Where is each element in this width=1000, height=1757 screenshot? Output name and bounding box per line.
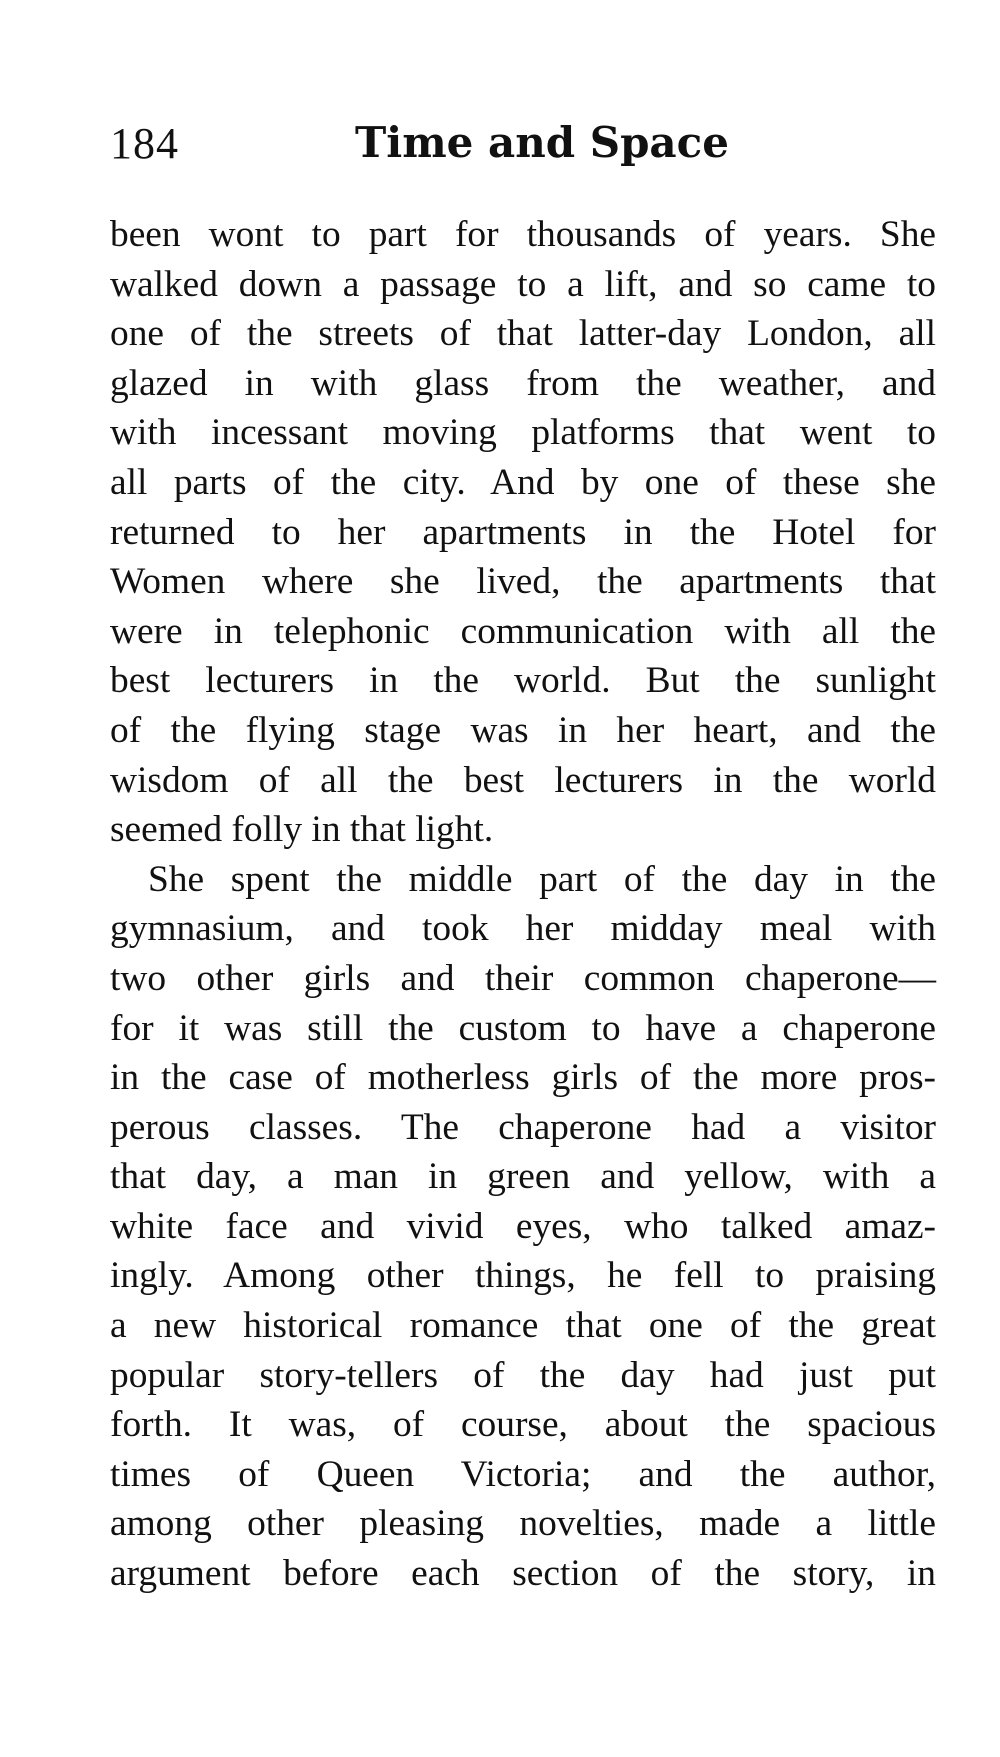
text-line: She spent the middle part of the day in the	[148, 858, 936, 900]
text-line: wisdom of all the best lecturers in the world	[110, 759, 936, 801]
text-line: all parts of the city. And by one of these she	[110, 461, 936, 503]
text-line: seemed folly in that light.	[110, 809, 494, 851]
text-line: with incessant moving platforms that went to	[110, 412, 936, 454]
text-line: white face and vivid eyes, who talked amaz-	[110, 1205, 936, 1247]
text-line: in the case of motherless girls of the more pros-	[110, 1057, 936, 1099]
text-line: walked down a passage to a lift, and so came to	[110, 263, 936, 305]
text-line: forth. It was, of course, about the spacious	[110, 1404, 936, 1446]
text-line: were in telephonic communication with all the	[110, 610, 936, 652]
text-line: popular story-tellers of the day had just put	[110, 1354, 936, 1396]
text-line: been wont to part for thousands of years. She	[110, 214, 936, 255]
text-line: of the flying stage was in her heart, and the	[110, 709, 936, 751]
text-line: gymnasium, and took her midday meal with	[110, 908, 936, 950]
text-line: argument before each section of the story, in	[110, 1553, 936, 1595]
text-line: a new historical romance that one of the great	[110, 1305, 936, 1347]
text-line: Women where she lived, the apartments that	[110, 561, 936, 603]
text-line: glazed in with glass from the weather, and	[110, 362, 936, 404]
running-title: Time and Space	[355, 118, 729, 167]
text-line: among other pleasing novelties, made a little	[110, 1503, 936, 1545]
body-text	[110, 210, 936, 1599]
page-number: 184	[110, 119, 179, 168]
text-line: that day, a man in green and yellow, with a	[110, 1156, 936, 1198]
text-line: two other girls and their common chaperone—	[110, 957, 936, 999]
text-line: best lecturers in the world. But the sunlight	[110, 660, 936, 702]
text-line: ingly. Among other things, he fell to praising	[110, 1255, 936, 1297]
text-line: times of Queen Victoria; and the author,	[110, 1453, 936, 1495]
text-line: returned to her apartments in the Hotel for	[110, 511, 936, 553]
text-line: for it was still the custom to have a chaperone	[110, 1007, 936, 1049]
text-line: perous classes. The chaperone had a visitor	[110, 1106, 936, 1148]
running-head	[110, 118, 940, 178]
text-line: one of the streets of that latter-day London, all	[110, 313, 936, 355]
